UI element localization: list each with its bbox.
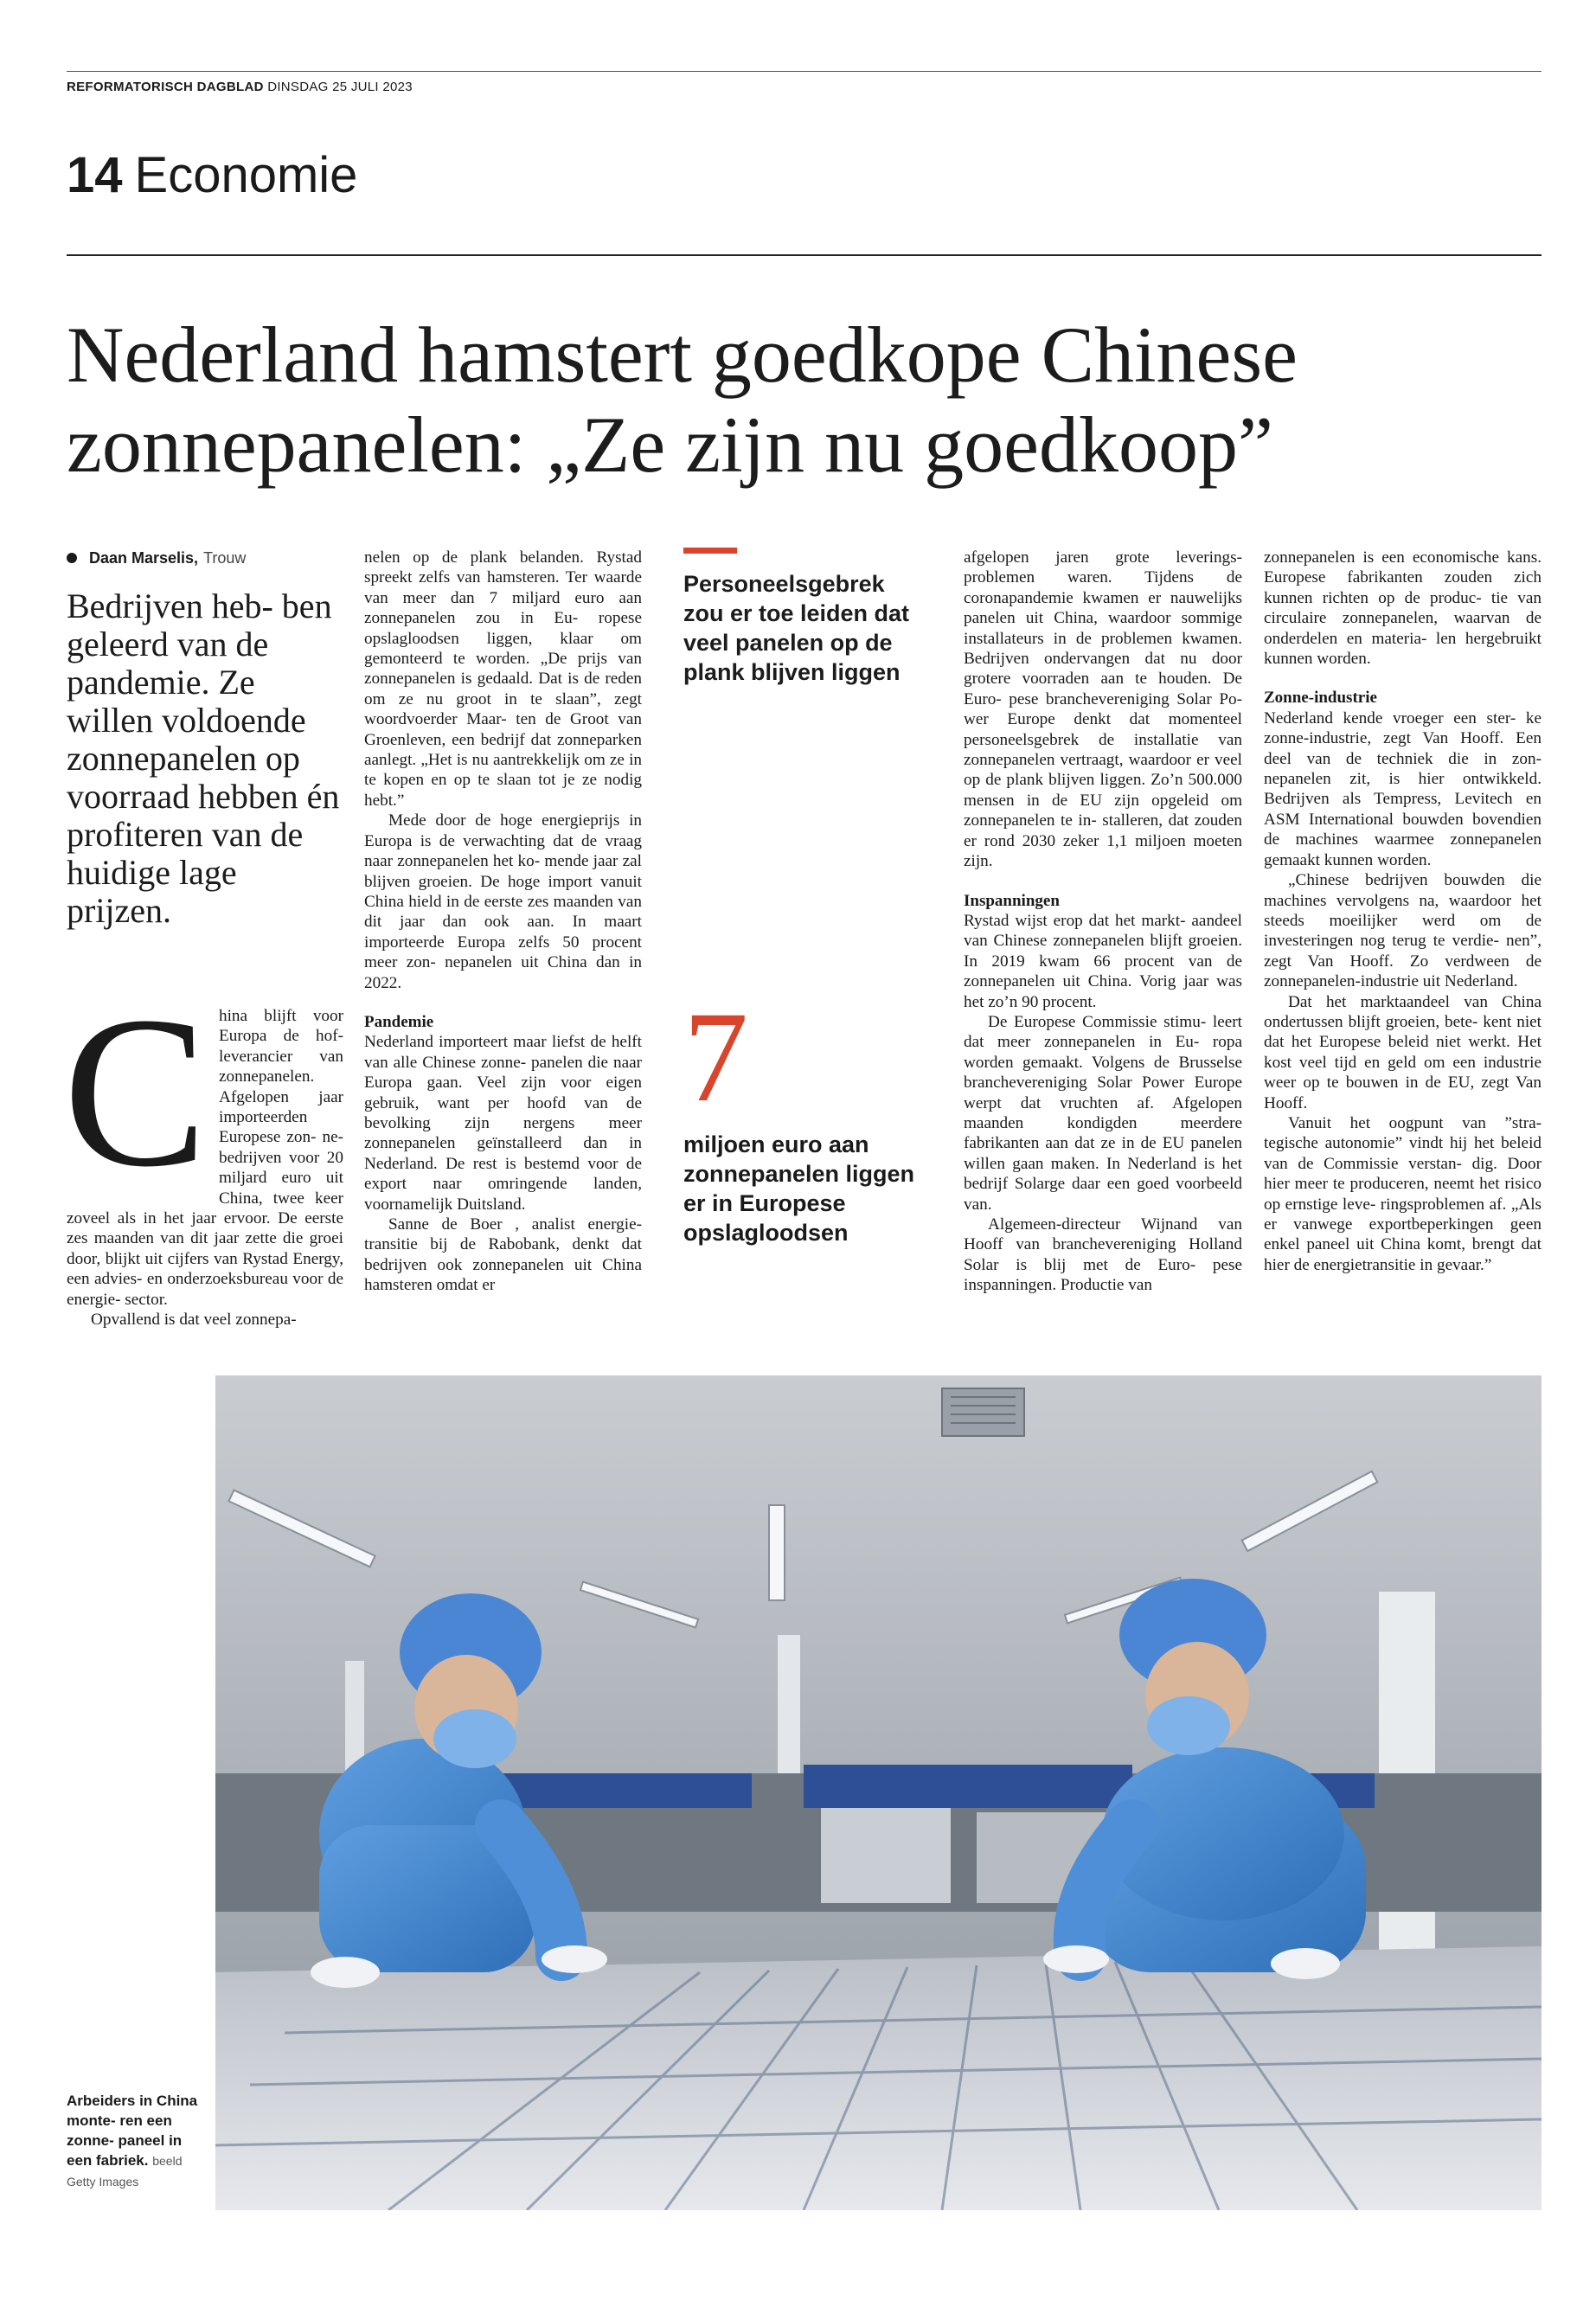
factory-photo	[215, 1375, 1542, 2210]
section-rule	[67, 254, 1542, 256]
paper-name: REFORMATORISCH DAGBLAD	[67, 80, 264, 94]
body-paragraph: Dat het marktaandeel van China ondertussen blijft groeien, bete- kent niet dat het Europese beleid niet werkt. Het kost veel tijd en geld om een industrie weer op te bouwen in de EU, zegt Van Hooff.	[1264, 992, 1542, 1112]
photo-caption	[67, 2091, 203, 2192]
big-number: 7	[683, 985, 748, 1129]
subheading-pandemie: Pandemie	[364, 1012, 434, 1031]
column-2	[364, 548, 642, 1296]
body-paragraph: „Chinese bedrijven bouwden die machines vervolgens na, waardoor het steeds moeilijker werd om de investeringen nog terug te verdie- nen”, zegt Van Hooff. Zo verdween de zonnepanelen-industrie uit Nederland.	[1264, 871, 1542, 991]
accent-bar	[683, 548, 737, 554]
body-paragraph: Opvallend is dat veel zonnepa-	[91, 1311, 297, 1330]
body-paragraph: Algemeen-directeur Wijnand van Hooff van branchevereniging Holland Solar is blij met de Euro- pese inspanningen. Productie van	[964, 1215, 1242, 1295]
body-paragraph: Nederland kende vroeger een ster- ke zonne-industrie, zegt Van Hooff. Een deel van de techniek die in zon- nepanelen zit, is hier ontwikkeld. Bedrijven als Tempress, Levitech en ASM International bouwden bovendien de machines waarmee zonnepanelen gemaakt kunnen worden.	[1264, 708, 1542, 869]
top-rule	[67, 71, 1542, 72]
page-header	[67, 145, 357, 206]
body-paragraph: Mede door de hoge energieprijs in Europa is de verwachting dat de vraag naar zonnepanelen het ko- mende jaar zal blijven groeien. De hoge import vanuit China hield in de eerste zes maanden van dit jaar dan ook aan. In maart importeerde Europa zelfs 50 procent meer zon- nepanelen uit China dan in 2022.	[364, 811, 642, 992]
headline-line-1: Nederland hamstert goedkope Chinese	[67, 311, 1298, 399]
headline-line-2: zonnepanelen: „Ze zijn nu goedkoop”	[67, 401, 1273, 489]
author-source: Trouw	[203, 549, 247, 567]
author-name: Daan Marselis,	[89, 549, 199, 567]
article-headline	[67, 310, 1554, 490]
photo-credit: Getty Images	[67, 2175, 139, 2189]
body-paragraph: Sanne de Boer , analist energie- transitie bij de Rabobank, denkt dat bedrijven ook zonnepanelen uit China hamsteren omdat er	[364, 1215, 642, 1295]
drop-cap: C	[63, 972, 208, 1212]
credit-label: beeld	[152, 2154, 183, 2168]
article-intro: Bedrijven heb- ben geleerd van de pandemie. Ze willen voldoende zonnepanelen op voorraad hebben én profiteren van de huidige lage prijzen.	[67, 586, 340, 930]
body-paragraph: Rystad wijst erop dat het markt- aandeel van Chinese zonnepanelen blijft groeien. In 2019 kwam 66 procent van de zonnepanelen uit China. Vorig jaar was het zo’n 90 procent.	[964, 911, 1242, 1011]
big-number-caption: miljoen euro aan zonnepanelen liggen er in Europese opslagloodsen	[683, 1131, 915, 1246]
page-number: 14	[67, 147, 123, 203]
column-4	[964, 548, 1242, 1296]
subheading-inspanningen: Inspanningen	[964, 891, 1060, 910]
pull-quote: Personeelsgebrek zou er toe leiden dat veel panelen op de plank blijven liggen	[683, 571, 910, 685]
body-paragraph: Vanuit het oogpunt van ”stra- tegische autonomie” vindt hij het beleid van de Commissie verstan- dig. Door hier meer te produceren, neemt het risico op ernstige leve- ringsproblemen af. „Als er vanwege exportbeperkingen geen enkel paneel uit China komt, brengt dat hier de energietransitie in gevaar.”	[1264, 1113, 1542, 1274]
column-3-sidebar	[683, 548, 917, 1247]
subheading-zonne-industrie: Zonne-industrie	[1264, 689, 1377, 708]
body-paragraph: hina blijft voor Europa de hof- leverancier van zonnepanelen. Afgelopen jaar importeerden Europese zon- ne-bedrijven voor 20 miljard euro uit China, twee keer zoveel als in het jaar ervoor. De eerste zes maanden van dit jaar zette die groei door, blijkt uit cijfers van Rystad Energy, een advies- en onderzoeksbureau voor de energie- sector.	[67, 1007, 343, 1309]
column-5	[1264, 548, 1542, 1275]
section-name: Economie	[134, 147, 358, 203]
bullet-icon	[67, 553, 77, 563]
body-paragraph: zonnepanelen is een economische kans. Europese fabrikanten zouden zich kunnen richten op de produc- tie van circulaire zonnepanelen, waarvan de onderdelen en materia- len hergebruikt kunnen worden.	[1264, 548, 1542, 669]
masthead	[67, 80, 413, 94]
article-body-start	[63, 972, 343, 1330]
caption-text: Arbeiders in China monte- ren een zonne- paneel in een fabriek.	[67, 2093, 198, 2169]
body-paragraph: afgelopen jaren grote leverings- problemen waren. Tijdens de coronapandemie kwamen er nauwelijks panelen uit China, waardoor sommige installateurs in de problemen kwamen. Bedrijven ondervangen dat nu door grotere voorraden aan te houden. De Euro- pese branchevereniging Solar Po- wer Europe denkt dat momenteel personeelsgebrek de installatie van zonnepanelen vertraagt, waardoor er veel op de plank blijven liggen. Zo’n 500.000 mensen in de EU zijn opgeleid om zonnepanelen te in- stalleren, dat zouden er rond 2030 zeker 1,1 miljoen moeten zijn.	[964, 548, 1242, 871]
body-paragraph: De Europese Commissie stimu- leert dat meer zonnepanelen in Eu- ropa worden gemaakt. Volgens de Brusselse branchevereniging Solar Power Europe werpt dat vruchten af. Afgelopen maanden kondigden meerdere fabrikanten aan dat ze in de EU panelen willen gaan maken. In Nederland is het bedrijf Solarge daar een goed voorbeeld van.	[964, 1012, 1242, 1214]
body-paragraph: Nederland importeert maar liefst de helft van alle Chinese zonne- panelen die naar Europa gaan. Veel zijn voor eigen gebruik, want per hoofd van de bevolking zijn nergens meer zonnepanelen geïnstalleerd dan in Nederland. De rest is bestemd voor de export naar omringende landen, voornamelijk Duitsland.	[364, 1033, 642, 1214]
byline	[67, 548, 343, 568]
issue-date: DINSDAG 25 JULI 2023	[267, 80, 413, 94]
column-1	[63, 548, 343, 1330]
body-paragraph: nelen op de plank belanden. Rystad spreekt zelfs van hamsteren. Ter waarde van meer dan 7 miljard euro aan zonnepanelen zou in Eu- ropese opslagloodsen liggen, klaar om gemonteerd te worden. „De prijs van zonnepanelen is gedaald. Dat is de reden om ze nu groot in te slaan”, zegt woordvoerder Maar- ten de Groot van Groenleven, een bedrijf dat zonneparken aanlegt. „Het is nu aantrekkelijk om ze in te kopen en op te slaan tot je ze nodig hebt.”	[364, 548, 642, 810]
